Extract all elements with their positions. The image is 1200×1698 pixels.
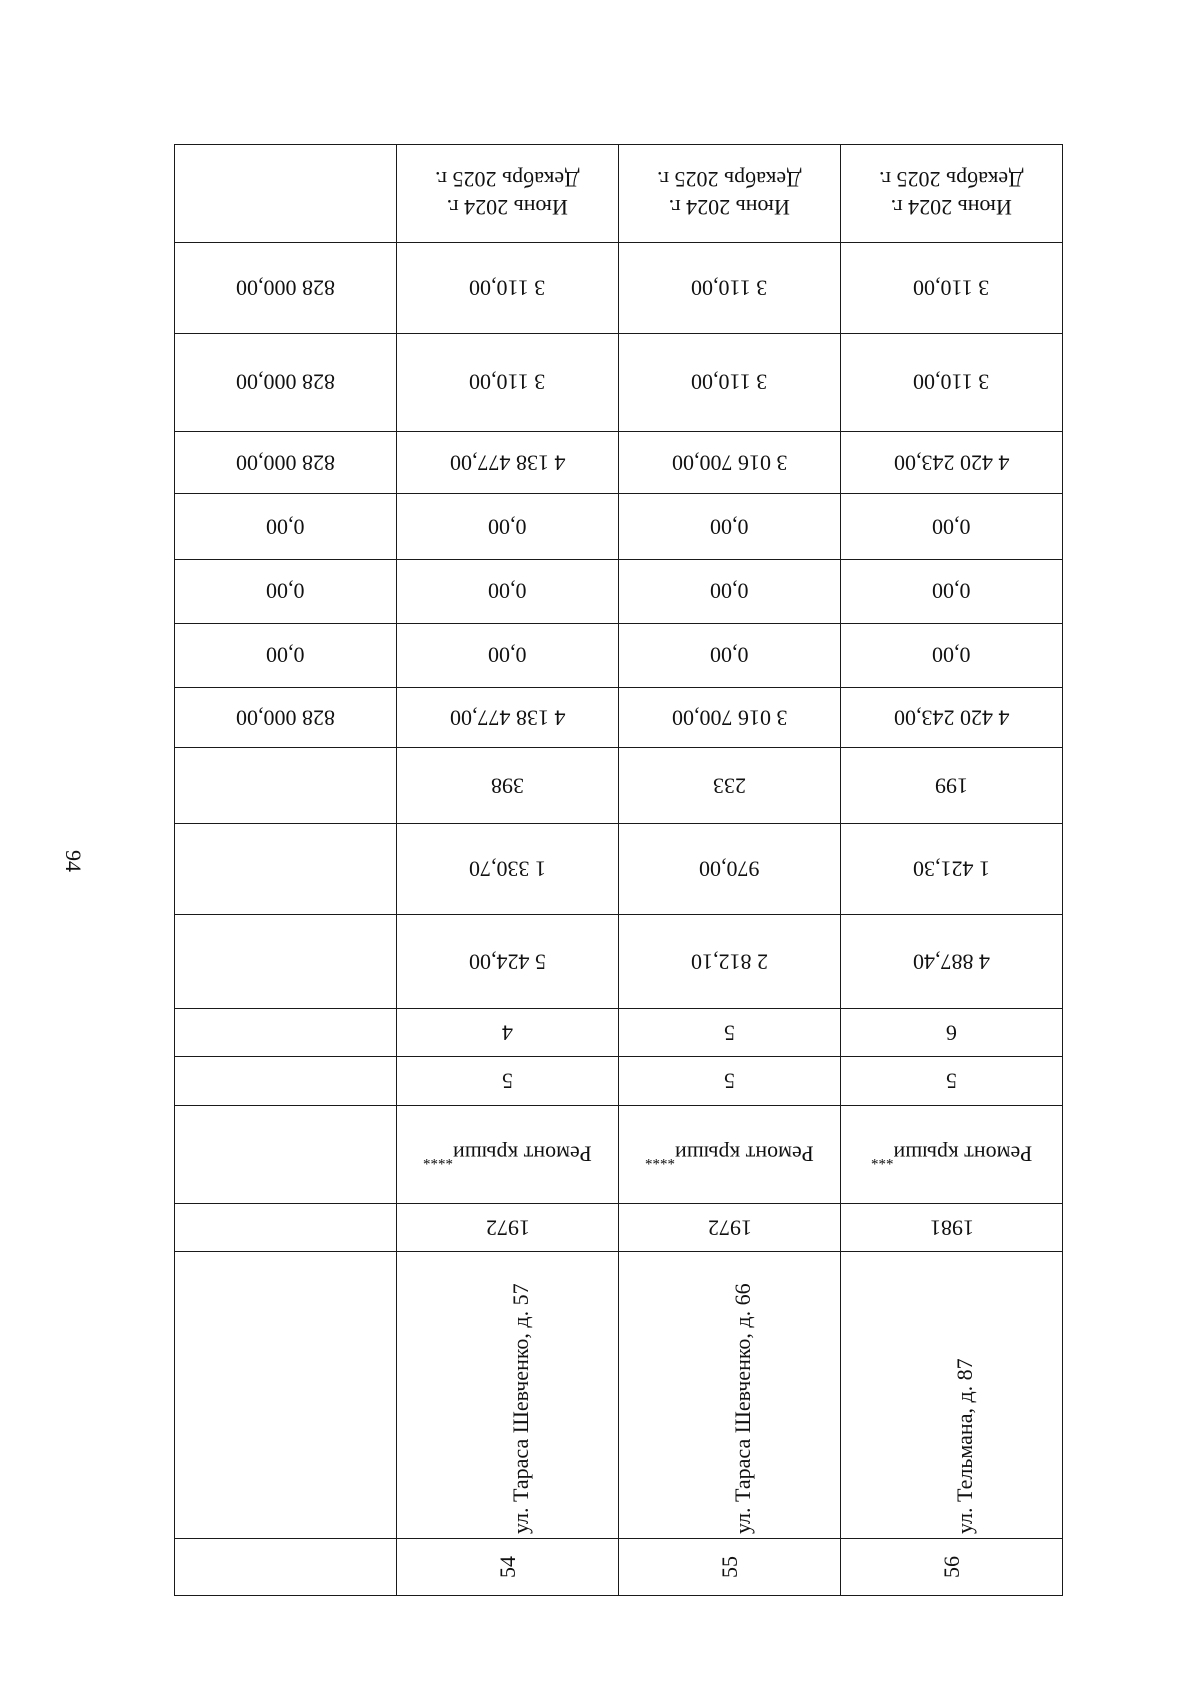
period-end: Декабрь 2025 г. (657, 167, 802, 193)
year-row (175, 1203, 1063, 1252)
row-number-cell: 54 (397, 1538, 619, 1595)
col6-cell: 4 (397, 1008, 619, 1057)
summary-fund: 828 000,00 (175, 431, 397, 494)
residents-cell: 199 (841, 748, 1063, 823)
z2-cell: 0,00 (841, 559, 1063, 623)
row-number-cell: 56 (841, 1538, 1063, 1595)
area-cell: 5 424,00 (397, 915, 619, 1008)
summary-empty-cell (175, 915, 397, 1008)
row-number-cell: 55 (619, 1538, 841, 1595)
price1-cell: 3 110,00 (397, 333, 619, 431)
residents-cell: 233 (619, 748, 841, 823)
year-cell: 1972 (619, 1203, 841, 1252)
work-cell: Ремонт крыши**** (619, 1106, 841, 1204)
summary-empty-cell (175, 748, 397, 823)
year-cell: 1981 (841, 1203, 1063, 1252)
col6-cell: 5 (619, 1008, 841, 1057)
number-row (175, 1538, 1063, 1595)
area2-row (175, 823, 1063, 914)
price2-cell: 3 110,00 (397, 242, 619, 333)
total-cell: 4 420 243,00 (841, 687, 1063, 748)
period-cell (397, 145, 619, 243)
period-end: Декабрь 2025 г. (435, 167, 580, 193)
period-start: Июнь 2024 г. (446, 194, 569, 220)
summary-total: 828 000,00 (175, 687, 397, 748)
address-cell: ул. Тельмана, д. 87 (841, 1252, 1063, 1539)
col5-cell: 5 (841, 1057, 1063, 1106)
summary-empty-cell (175, 1538, 397, 1595)
address-cell: ул. Тараса Шевченко, д. 57 (397, 1252, 619, 1539)
fund-cell: 4 138 477,00 (397, 431, 619, 494)
col5-row (175, 1057, 1063, 1106)
col5-cell: 5 (619, 1057, 841, 1106)
summary-empty-cell (175, 145, 397, 243)
zero-row-3 (175, 494, 1063, 559)
area2-cell: 970,00 (619, 823, 841, 914)
fund-cell: 3 016 700,00 (619, 431, 841, 494)
total-cell: 3 016 700,00 (619, 687, 841, 748)
summary-empty-cell (175, 823, 397, 914)
summary-price1: 828 000,00 (175, 333, 397, 431)
page-number: 94 (61, 850, 86, 872)
price1-cell: 3 110,00 (841, 333, 1063, 431)
fund-row (175, 431, 1063, 494)
repair-schedule-table (174, 144, 1063, 1596)
zero-row-2 (175, 559, 1063, 623)
price2-cell: 3 110,00 (619, 242, 841, 333)
area2-cell: 1 421,30 (841, 823, 1063, 914)
work-cell: Ремонт крыши*** (841, 1106, 1063, 1204)
address-cell: ул. Тараса Шевченко, д. 66 (619, 1252, 841, 1539)
period-end: Декабрь 2025 г. (879, 167, 1024, 193)
total-cell: 4 138 477,00 (397, 687, 619, 748)
area-cell: 2 812,10 (619, 915, 841, 1008)
z3-cell: 0,00 (397, 494, 619, 559)
total-row (175, 687, 1063, 748)
address-row (175, 1252, 1063, 1539)
col6-row (175, 1008, 1063, 1057)
z2-cell: 0,00 (397, 559, 619, 623)
summary-empty-cell (175, 1252, 397, 1539)
fund-cell: 4 420 243,00 (841, 431, 1063, 494)
summary-price2: 828 000,00 (175, 242, 397, 333)
z1-cell: 0,00 (619, 623, 841, 687)
col6-cell: 6 (841, 1008, 1063, 1057)
residents-cell: 398 (397, 748, 619, 823)
period-start: Июнь 2024 г. (668, 194, 791, 220)
work-row (175, 1106, 1063, 1204)
area-cell: 4 887,40 (841, 915, 1063, 1008)
period-row (175, 145, 1063, 243)
z2-cell: 0,00 (619, 559, 841, 623)
summary-empty-cell (175, 1057, 397, 1106)
summary-empty-cell (175, 1203, 397, 1252)
summary-z3: 0,00 (175, 494, 397, 559)
col5-cell: 5 (397, 1057, 619, 1106)
price2-cell: 3 110,00 (841, 242, 1063, 333)
period-cell (619, 145, 841, 243)
year-cell: 1972 (397, 1203, 619, 1252)
zero-row-1 (175, 623, 1063, 687)
summary-z1: 0,00 (175, 623, 397, 687)
price-row-2 (175, 242, 1063, 333)
z1-cell: 0,00 (397, 623, 619, 687)
price1-cell: 3 110,00 (619, 333, 841, 431)
summary-z2: 0,00 (175, 559, 397, 623)
summary-empty-cell (175, 1008, 397, 1057)
summary-empty-cell (175, 1106, 397, 1204)
residents-row (175, 748, 1063, 823)
area-row (175, 915, 1063, 1008)
period-start: Июнь 2024 г. (890, 194, 1013, 220)
z3-cell: 0,00 (841, 494, 1063, 559)
work-cell: Ремонт крыши**** (397, 1106, 619, 1204)
area2-cell: 1 330,70 (397, 823, 619, 914)
z3-cell: 0,00 (619, 494, 841, 559)
price-row-1 (175, 333, 1063, 431)
period-cell (841, 145, 1063, 243)
z1-cell: 0,00 (841, 623, 1063, 687)
